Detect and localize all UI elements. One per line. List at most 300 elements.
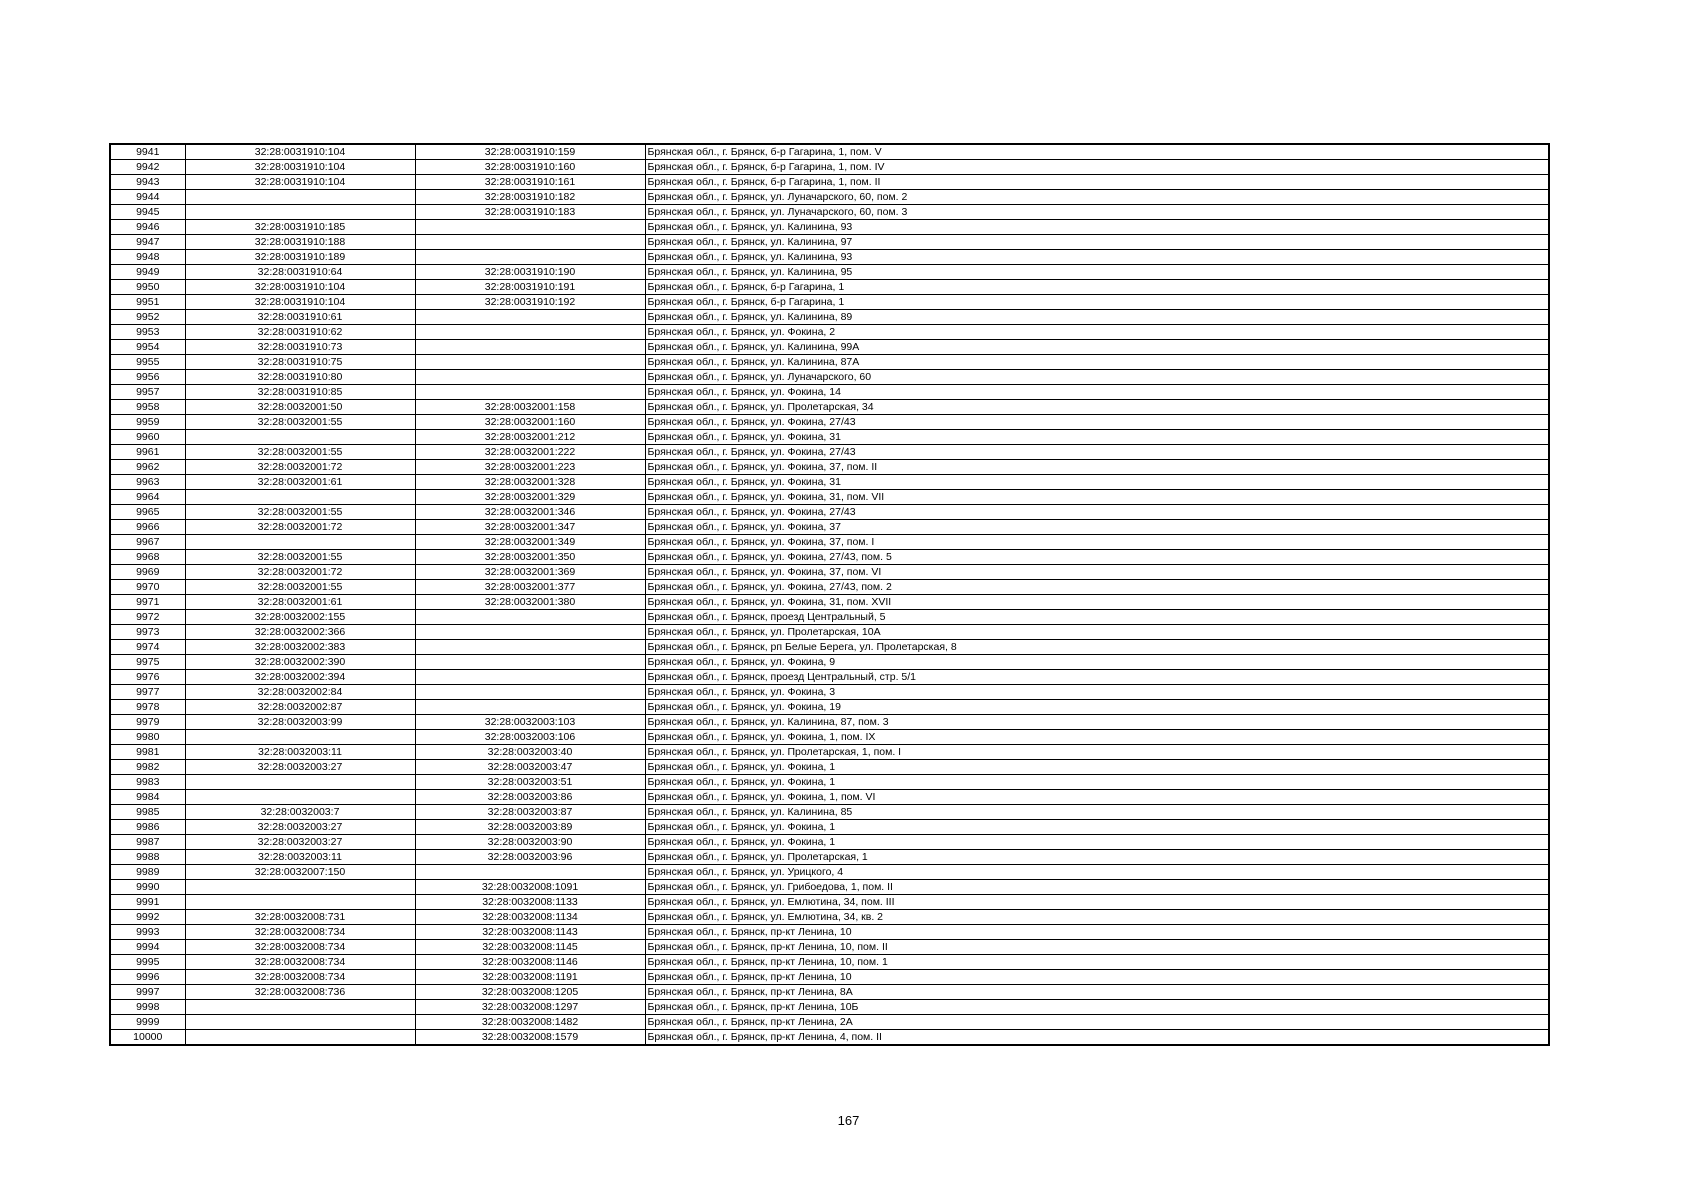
- address-cell: Брянская обл., г. Брянск, ул. Калинина, 93: [645, 250, 1549, 265]
- row-number-cell: 9950: [110, 280, 185, 295]
- row-number-cell: 9945: [110, 205, 185, 220]
- row-number-cell: 9991: [110, 895, 185, 910]
- address-cell: Брянская обл., г. Брянск, ул. Калинина, 93: [645, 220, 1549, 235]
- row-number-cell: 9969: [110, 565, 185, 580]
- table-row: [110, 775, 1549, 790]
- parent-cadastral-number-cell: [185, 775, 415, 790]
- address-cell: Брянская обл., г. Брянск, ул. Фокина, 31: [645, 430, 1549, 445]
- parent-cadastral-number-cell: 32:28:0032001:72: [185, 520, 415, 535]
- address-cell: Брянская обл., г. Брянск, б-р Гагарина, 1, пом. IV: [645, 160, 1549, 175]
- parent-cadastral-number-cell: 32:28:0032002:84: [185, 685, 415, 700]
- row-number-cell: 9993: [110, 925, 185, 940]
- row-number-cell: 9964: [110, 490, 185, 505]
- table-row: [110, 760, 1549, 775]
- row-number-cell: 9963: [110, 475, 185, 490]
- parent-cadastral-number-cell: 32:28:0032001:55: [185, 550, 415, 565]
- parent-cadastral-number-cell: 32:28:0032001:61: [185, 475, 415, 490]
- cadastral-number-cell: [415, 655, 645, 670]
- address-cell: Брянская обл., г. Брянск, ул. Фокина, 31, пом. XVII: [645, 595, 1549, 610]
- parent-cadastral-number-cell: 32:28:0032008:731: [185, 910, 415, 925]
- table-row: [110, 190, 1549, 205]
- row-number-cell: 9972: [110, 610, 185, 625]
- parent-cadastral-number-cell: [185, 535, 415, 550]
- address-cell: Брянская обл., г. Брянск, ул. Фокина, 27/43, пом. 5: [645, 550, 1549, 565]
- row-number-cell: 9953: [110, 325, 185, 340]
- address-cell: Брянская обл., г. Брянск, пр-кт Ленина, 10: [645, 925, 1549, 940]
- row-number-cell: 9941: [110, 144, 185, 160]
- cadastral-number-cell: 32:28:0031910:191: [415, 280, 645, 295]
- address-cell: Брянская обл., г. Брянск, ул. Калинина, 87А: [645, 355, 1549, 370]
- table-row: [110, 670, 1549, 685]
- table-row: [110, 535, 1549, 550]
- table-row: [110, 895, 1549, 910]
- table-row: [110, 1015, 1549, 1030]
- cadastral-number-cell: 32:28:0032008:1579: [415, 1030, 645, 1046]
- address-cell: Брянская обл., г. Брянск, ул. Калинина, 87, пом. 3: [645, 715, 1549, 730]
- parent-cadastral-number-cell: 32:28:0032003:99: [185, 715, 415, 730]
- parent-cadastral-number-cell: 32:28:0031910:61: [185, 310, 415, 325]
- table-row: [110, 250, 1549, 265]
- cadastral-number-cell: [415, 250, 645, 265]
- parent-cadastral-number-cell: 32:28:0032001:55: [185, 445, 415, 460]
- table-row: [110, 970, 1549, 985]
- table-row: [110, 175, 1549, 190]
- cadastral-number-cell: [415, 310, 645, 325]
- cadastral-number-cell: [415, 355, 645, 370]
- row-number-cell: 9995: [110, 955, 185, 970]
- row-number-cell: 9962: [110, 460, 185, 475]
- address-cell: Брянская обл., г. Брянск, ул. Калинина, 99А: [645, 340, 1549, 355]
- parent-cadastral-number-cell: 32:28:0031910:189: [185, 250, 415, 265]
- row-number-cell: 10000: [110, 1030, 185, 1046]
- table-row: [110, 610, 1549, 625]
- cadastral-number-cell: 32:28:0032003:96: [415, 850, 645, 865]
- cadastral-number-cell: 32:28:0031910:192: [415, 295, 645, 310]
- address-cell: Брянская обл., г. Брянск, ул. Емлютина, 34, пом. III: [645, 895, 1549, 910]
- cadastral-number-cell: 32:28:0032001:222: [415, 445, 645, 460]
- parent-cadastral-number-cell: [185, 205, 415, 220]
- cadastral-number-cell: 32:28:0031910:182: [415, 190, 645, 205]
- cadastral-number-cell: [415, 370, 645, 385]
- row-number-cell: 9994: [110, 940, 185, 955]
- cadastral-number-cell: [415, 670, 645, 685]
- parent-cadastral-number-cell: 32:28:0032001:55: [185, 415, 415, 430]
- address-cell: Брянская обл., г. Брянск, ул. Фокина, 1: [645, 820, 1549, 835]
- address-cell: Брянская обл., г. Брянск, ул. Фокина, 1: [645, 775, 1549, 790]
- address-cell: Брянская обл., г. Брянск, ул. Фокина, 1, пом. VI: [645, 790, 1549, 805]
- table-row: [110, 865, 1549, 880]
- table-row: [110, 235, 1549, 250]
- table-row: [110, 850, 1549, 865]
- row-number-cell: 9973: [110, 625, 185, 640]
- address-cell: Брянская обл., г. Брянск, пр-кт Ленина, 4, пом. II: [645, 1030, 1549, 1046]
- table-row: [110, 595, 1549, 610]
- parent-cadastral-number-cell: [185, 895, 415, 910]
- address-cell: Брянская обл., г. Брянск, ул. Калинина, 95: [645, 265, 1549, 280]
- parent-cadastral-number-cell: 32:28:0032008:736: [185, 985, 415, 1000]
- table-row: [110, 820, 1549, 835]
- cadastral-number-cell: 32:28:0032001:377: [415, 580, 645, 595]
- address-cell: Брянская обл., г. Брянск, ул. Фокина, 37, пом. VI: [645, 565, 1549, 580]
- table-row: [110, 144, 1549, 160]
- row-number-cell: 9987: [110, 835, 185, 850]
- cadastral-number-cell: [415, 640, 645, 655]
- table-row: [110, 400, 1549, 415]
- cadastral-number-cell: 32:28:0032001:160: [415, 415, 645, 430]
- table-row: [110, 385, 1549, 400]
- parent-cadastral-number-cell: 32:28:0031910:73: [185, 340, 415, 355]
- cadastral-number-cell: 32:28:0032003:40: [415, 745, 645, 760]
- table-row: [110, 520, 1549, 535]
- parent-cadastral-number-cell: [185, 1000, 415, 1015]
- parent-cadastral-number-cell: 32:28:0032003:27: [185, 820, 415, 835]
- address-cell: Брянская обл., г. Брянск, ул. Луначарского, 60: [645, 370, 1549, 385]
- address-cell: Брянская обл., г. Брянск, ул. Пролетарская, 1, пом. I: [645, 745, 1549, 760]
- address-cell: Брянская обл., г. Брянск, б-р Гагарина, 1: [645, 295, 1549, 310]
- parent-cadastral-number-cell: 32:28:0031910:75: [185, 355, 415, 370]
- row-number-cell: 9997: [110, 985, 185, 1000]
- address-cell: Брянская обл., г. Брянск, ул. Фокина, 31: [645, 475, 1549, 490]
- address-cell: Брянская обл., г. Брянск, ул. Луначарского, 60, пом. 3: [645, 205, 1549, 220]
- parent-cadastral-number-cell: 32:28:0032003:27: [185, 760, 415, 775]
- parent-cadastral-number-cell: [185, 190, 415, 205]
- table-row: [110, 580, 1549, 595]
- cadastral-number-cell: 32:28:0032001:380: [415, 595, 645, 610]
- table-row: [110, 280, 1549, 295]
- parent-cadastral-number-cell: 32:28:0032001:72: [185, 565, 415, 580]
- table-row: [110, 460, 1549, 475]
- table-row: [110, 430, 1549, 445]
- table-row: [110, 550, 1549, 565]
- table-row: [110, 370, 1549, 385]
- row-number-cell: 9948: [110, 250, 185, 265]
- address-cell: Брянская обл., г. Брянск, ул. Фокина, 19: [645, 700, 1549, 715]
- row-number-cell: 9956: [110, 370, 185, 385]
- row-number-cell: 9988: [110, 850, 185, 865]
- table-row: [110, 730, 1549, 745]
- table-row: [110, 565, 1549, 580]
- parent-cadastral-number-cell: 32:28:0031910:104: [185, 280, 415, 295]
- address-cell: Брянская обл., г. Брянск, ул. Фокина, 27/43: [645, 505, 1549, 520]
- cadastral-number-cell: 32:28:0032003:106: [415, 730, 645, 745]
- address-cell: Брянская обл., г. Брянск, ул. Фокина, 31, пом. VII: [645, 490, 1549, 505]
- cadastral-number-cell: 32:28:0031910:159: [415, 144, 645, 160]
- table-row: [110, 295, 1549, 310]
- cadastral-number-cell: 32:28:0032008:1145: [415, 940, 645, 955]
- cadastral-number-cell: 32:28:0032001:328: [415, 475, 645, 490]
- row-number-cell: 9959: [110, 415, 185, 430]
- parent-cadastral-number-cell: 32:28:0031910:185: [185, 220, 415, 235]
- row-number-cell: 9980: [110, 730, 185, 745]
- page-number: 167: [837, 1113, 860, 1128]
- row-number-cell: 9989: [110, 865, 185, 880]
- table-row: [110, 655, 1549, 670]
- address-cell: Брянская обл., г. Брянск, ул. Калинина, 97: [645, 235, 1549, 250]
- parent-cadastral-number-cell: 32:28:0032003:7: [185, 805, 415, 820]
- cadastral-number-cell: [415, 340, 645, 355]
- address-cell: Брянская обл., г. Брянск, пр-кт Ленина, 10, пом. II: [645, 940, 1549, 955]
- cadastral-number-cell: 32:28:0032001:349: [415, 535, 645, 550]
- table-row: [110, 985, 1549, 1000]
- table-row: [110, 940, 1549, 955]
- cadastral-number-cell: 32:28:0031910:183: [415, 205, 645, 220]
- address-cell: Брянская обл., г. Брянск, ул. Пролетарская, 10А: [645, 625, 1549, 640]
- parent-cadastral-number-cell: 32:28:0032002:394: [185, 670, 415, 685]
- address-cell: Брянская обл., г. Брянск, ул. Калинина, 89: [645, 310, 1549, 325]
- cadastral-number-cell: 32:28:0032003:103: [415, 715, 645, 730]
- parent-cadastral-number-cell: [185, 490, 415, 505]
- row-number-cell: 9981: [110, 745, 185, 760]
- cadastral-number-cell: 32:28:0032008:1091: [415, 880, 645, 895]
- address-cell: Брянская обл., г. Брянск, б-р Гагарина, 1: [645, 280, 1549, 295]
- table-row: [110, 475, 1549, 490]
- address-cell: Брянская обл., г. Брянск, ул. Фокина, 27/43: [645, 415, 1549, 430]
- address-cell: Брянская обл., г. Брянск, ул. Фокина, 27/43, пом. 2: [645, 580, 1549, 595]
- row-number-cell: 9975: [110, 655, 185, 670]
- parent-cadastral-number-cell: 32:28:0031910:80: [185, 370, 415, 385]
- row-number-cell: 9965: [110, 505, 185, 520]
- address-cell: Брянская обл., г. Брянск, ул. Емлютина, 34, кв. 2: [645, 910, 1549, 925]
- parent-cadastral-number-cell: [185, 1015, 415, 1030]
- row-number-cell: 9954: [110, 340, 185, 355]
- cadastral-number-cell: 32:28:0031910:161: [415, 175, 645, 190]
- row-number-cell: 9979: [110, 715, 185, 730]
- row-number-cell: 9970: [110, 580, 185, 595]
- cadastral-number-cell: 32:28:0032001:346: [415, 505, 645, 520]
- row-number-cell: 9982: [110, 760, 185, 775]
- parent-cadastral-number-cell: [185, 730, 415, 745]
- parent-cadastral-number-cell: 32:28:0032001:55: [185, 505, 415, 520]
- address-cell: Брянская обл., г. Брянск, ул. Фокина, 27/43: [645, 445, 1549, 460]
- table-row: [110, 835, 1549, 850]
- cadastral-number-cell: 32:28:0032008:1205: [415, 985, 645, 1000]
- address-cell: Брянская обл., г. Брянск, пр-кт Ленина, 2А: [645, 1015, 1549, 1030]
- parent-cadastral-number-cell: 32:28:0031910:85: [185, 385, 415, 400]
- parent-cadastral-number-cell: 32:28:0032007:150: [185, 865, 415, 880]
- table-row: [110, 745, 1549, 760]
- parent-cadastral-number-cell: 32:28:0031910:64: [185, 265, 415, 280]
- parent-cadastral-number-cell: [185, 430, 415, 445]
- cadastral-number-cell: 32:28:0032008:1297: [415, 1000, 645, 1015]
- parent-cadastral-number-cell: 32:28:0032003:27: [185, 835, 415, 850]
- row-number-cell: 9958: [110, 400, 185, 415]
- row-number-cell: 9943: [110, 175, 185, 190]
- parent-cadastral-number-cell: 32:28:0031910:104: [185, 175, 415, 190]
- parent-cadastral-number-cell: 32:28:0032008:734: [185, 940, 415, 955]
- row-number-cell: 9983: [110, 775, 185, 790]
- row-number-cell: 9947: [110, 235, 185, 250]
- parent-cadastral-number-cell: 32:28:0032001:72: [185, 460, 415, 475]
- table-row: [110, 160, 1549, 175]
- row-number-cell: 9999: [110, 1015, 185, 1030]
- parent-cadastral-number-cell: 32:28:0032008:734: [185, 970, 415, 985]
- cadastral-number-cell: 32:28:0032003:86: [415, 790, 645, 805]
- cadastral-number-cell: [415, 385, 645, 400]
- address-cell: Брянская обл., г. Брянск, ул. Грибоедова, 1, пом. II: [645, 880, 1549, 895]
- row-number-cell: 9952: [110, 310, 185, 325]
- address-cell: Брянская обл., г. Брянск, рп Белые Берега, ул. Пролетарская, 8: [645, 640, 1549, 655]
- table-row: [110, 805, 1549, 820]
- table-row: [110, 325, 1549, 340]
- parent-cadastral-number-cell: 32:28:0031910:62: [185, 325, 415, 340]
- address-cell: Брянская обл., г. Брянск, ул. Фокина, 14: [645, 385, 1549, 400]
- parent-cadastral-number-cell: [185, 1030, 415, 1046]
- table-row: [110, 685, 1549, 700]
- address-cell: Брянская обл., г. Брянск, пр-кт Ленина, 10, пом. 1: [645, 955, 1549, 970]
- table-row: [110, 1000, 1549, 1015]
- parent-cadastral-number-cell: 32:28:0032002:383: [185, 640, 415, 655]
- address-cell: Брянская обл., г. Брянск, ул. Фокина, 37, пом. II: [645, 460, 1549, 475]
- cadastral-number-cell: [415, 610, 645, 625]
- parent-cadastral-number-cell: 32:28:0031910:104: [185, 160, 415, 175]
- parent-cadastral-number-cell: 32:28:0032002:155: [185, 610, 415, 625]
- address-cell: Брянская обл., г. Брянск, пр-кт Ленина, 10Б: [645, 1000, 1549, 1015]
- cadastral-table-body: [110, 144, 1549, 1045]
- row-number-cell: 9961: [110, 445, 185, 460]
- cadastral-table: [109, 143, 1550, 1046]
- cadastral-number-cell: 32:28:0032008:1191: [415, 970, 645, 985]
- cadastral-number-cell: 32:28:0032008:1146: [415, 955, 645, 970]
- row-number-cell: 9986: [110, 820, 185, 835]
- parent-cadastral-number-cell: 32:28:0032002:87: [185, 700, 415, 715]
- address-cell: Брянская обл., г. Брянск, ул. Калинина, 85: [645, 805, 1549, 820]
- cadastral-number-cell: [415, 220, 645, 235]
- cadastral-number-cell: 32:28:0032008:1482: [415, 1015, 645, 1030]
- row-number-cell: 9944: [110, 190, 185, 205]
- table-row: [110, 505, 1549, 520]
- row-number-cell: 9967: [110, 535, 185, 550]
- address-cell: Брянская обл., г. Брянск, ул. Фокина, 9: [645, 655, 1549, 670]
- cadastral-number-cell: [415, 700, 645, 715]
- table-row: [110, 445, 1549, 460]
- cadastral-number-cell: 32:28:0032003:89: [415, 820, 645, 835]
- cadastral-number-cell: 32:28:0031910:190: [415, 265, 645, 280]
- parent-cadastral-number-cell: 32:28:0032008:734: [185, 925, 415, 940]
- address-cell: Брянская обл., г. Брянск, ул. Луначарского, 60, пом. 2: [645, 190, 1549, 205]
- cadastral-number-cell: 32:28:0032003:90: [415, 835, 645, 850]
- cadastral-number-cell: [415, 865, 645, 880]
- row-number-cell: 9966: [110, 520, 185, 535]
- parent-cadastral-number-cell: 32:28:0032001:55: [185, 580, 415, 595]
- cadastral-number-cell: 32:28:0032001:329: [415, 490, 645, 505]
- cadastral-number-cell: 32:28:0032008:1143: [415, 925, 645, 940]
- row-number-cell: 9955: [110, 355, 185, 370]
- table-row: [110, 415, 1549, 430]
- row-number-cell: 9951: [110, 295, 185, 310]
- table-row: [110, 1030, 1549, 1046]
- table-row: [110, 490, 1549, 505]
- table-row: [110, 205, 1549, 220]
- cadastral-number-cell: 32:28:0032008:1133: [415, 895, 645, 910]
- address-cell: Брянская обл., г. Брянск, ул. Фокина, 1, пом. IX: [645, 730, 1549, 745]
- table-row: [110, 700, 1549, 715]
- address-cell: Брянская обл., г. Брянск, б-р Гагарина, 1, пом. V: [645, 144, 1549, 160]
- row-number-cell: 9985: [110, 805, 185, 820]
- cadastral-number-cell: [415, 685, 645, 700]
- cadastral-number-cell: 32:28:0032003:51: [415, 775, 645, 790]
- address-cell: Брянская обл., г. Брянск, проезд Центральный, 5: [645, 610, 1549, 625]
- address-cell: Брянская обл., г. Брянск, проезд Центральный, стр. 5/1: [645, 670, 1549, 685]
- parent-cadastral-number-cell: 32:28:0032001:50: [185, 400, 415, 415]
- cadastral-number-cell: 32:28:0031910:160: [415, 160, 645, 175]
- row-number-cell: 9990: [110, 880, 185, 895]
- address-cell: Брянская обл., г. Брянск, ул. Фокина, 3: [645, 685, 1549, 700]
- table-row: [110, 220, 1549, 235]
- parent-cadastral-number-cell: 32:28:0032003:11: [185, 745, 415, 760]
- parent-cadastral-number-cell: 32:28:0031910:188: [185, 235, 415, 250]
- row-number-cell: 9942: [110, 160, 185, 175]
- row-number-cell: 9998: [110, 1000, 185, 1015]
- parent-cadastral-number-cell: 32:28:0032002:366: [185, 625, 415, 640]
- row-number-cell: 9971: [110, 595, 185, 610]
- address-cell: Брянская обл., г. Брянск, ул. Пролетарская, 34: [645, 400, 1549, 415]
- row-number-cell: 9946: [110, 220, 185, 235]
- row-number-cell: 9974: [110, 640, 185, 655]
- row-number-cell: 9978: [110, 700, 185, 715]
- parent-cadastral-number-cell: 32:28:0032001:61: [185, 595, 415, 610]
- cadastral-number-cell: 32:28:0032001:350: [415, 550, 645, 565]
- cadastral-number-cell: 32:28:0032001:369: [415, 565, 645, 580]
- cadastral-number-cell: 32:28:0032001:212: [415, 430, 645, 445]
- cadastral-number-cell: [415, 325, 645, 340]
- cadastral-number-cell: [415, 235, 645, 250]
- table-row: [110, 625, 1549, 640]
- cadastral-number-cell: 32:28:0032001:347: [415, 520, 645, 535]
- table-row: [110, 355, 1549, 370]
- parent-cadastral-number-cell: 32:28:0031910:104: [185, 295, 415, 310]
- cadastral-number-cell: 32:28:0032001:158: [415, 400, 645, 415]
- address-cell: Брянская обл., г. Брянск, б-р Гагарина, 1, пом. II: [645, 175, 1549, 190]
- parent-cadastral-number-cell: [185, 880, 415, 895]
- table-row: [110, 880, 1549, 895]
- address-cell: Брянская обл., г. Брянск, ул. Пролетарская, 1: [645, 850, 1549, 865]
- address-cell: Брянская обл., г. Брянск, пр-кт Ленина, 8А: [645, 985, 1549, 1000]
- row-number-cell: 9960: [110, 430, 185, 445]
- cadastral-number-cell: [415, 625, 645, 640]
- row-number-cell: 9992: [110, 910, 185, 925]
- table-row: [110, 955, 1549, 970]
- row-number-cell: 9996: [110, 970, 185, 985]
- address-cell: Брянская обл., г. Брянск, ул. Фокина, 2: [645, 325, 1549, 340]
- address-cell: Брянская обл., г. Брянск, ул. Урицкого, 4: [645, 865, 1549, 880]
- table-row: [110, 715, 1549, 730]
- table-row: [110, 925, 1549, 940]
- address-cell: Брянская обл., г. Брянск, пр-кт Ленина, 10: [645, 970, 1549, 985]
- parent-cadastral-number-cell: 32:28:0032008:734: [185, 955, 415, 970]
- table-row: [110, 310, 1549, 325]
- table-row: [110, 640, 1549, 655]
- cadastral-number-cell: 32:28:0032008:1134: [415, 910, 645, 925]
- cadastral-number-cell: 32:28:0032003:47: [415, 760, 645, 775]
- address-cell: Брянская обл., г. Брянск, ул. Фокина, 1: [645, 760, 1549, 775]
- row-number-cell: 9977: [110, 685, 185, 700]
- table-row: [110, 340, 1549, 355]
- parent-cadastral-number-cell: 32:28:0032003:11: [185, 850, 415, 865]
- table-row: [110, 910, 1549, 925]
- parent-cadastral-number-cell: 32:28:0031910:104: [185, 144, 415, 160]
- cadastral-number-cell: 32:28:0032003:87: [415, 805, 645, 820]
- row-number-cell: 9976: [110, 670, 185, 685]
- table-row: [110, 265, 1549, 280]
- parent-cadastral-number-cell: [185, 790, 415, 805]
- row-number-cell: 9957: [110, 385, 185, 400]
- address-cell: Брянская обл., г. Брянск, ул. Фокина, 37: [645, 520, 1549, 535]
- row-number-cell: 9984: [110, 790, 185, 805]
- row-number-cell: 9968: [110, 550, 185, 565]
- address-cell: Брянская обл., г. Брянск, ул. Фокина, 37, пом. I: [645, 535, 1549, 550]
- parent-cadastral-number-cell: 32:28:0032002:390: [185, 655, 415, 670]
- address-cell: Брянская обл., г. Брянск, ул. Фокина, 1: [645, 835, 1549, 850]
